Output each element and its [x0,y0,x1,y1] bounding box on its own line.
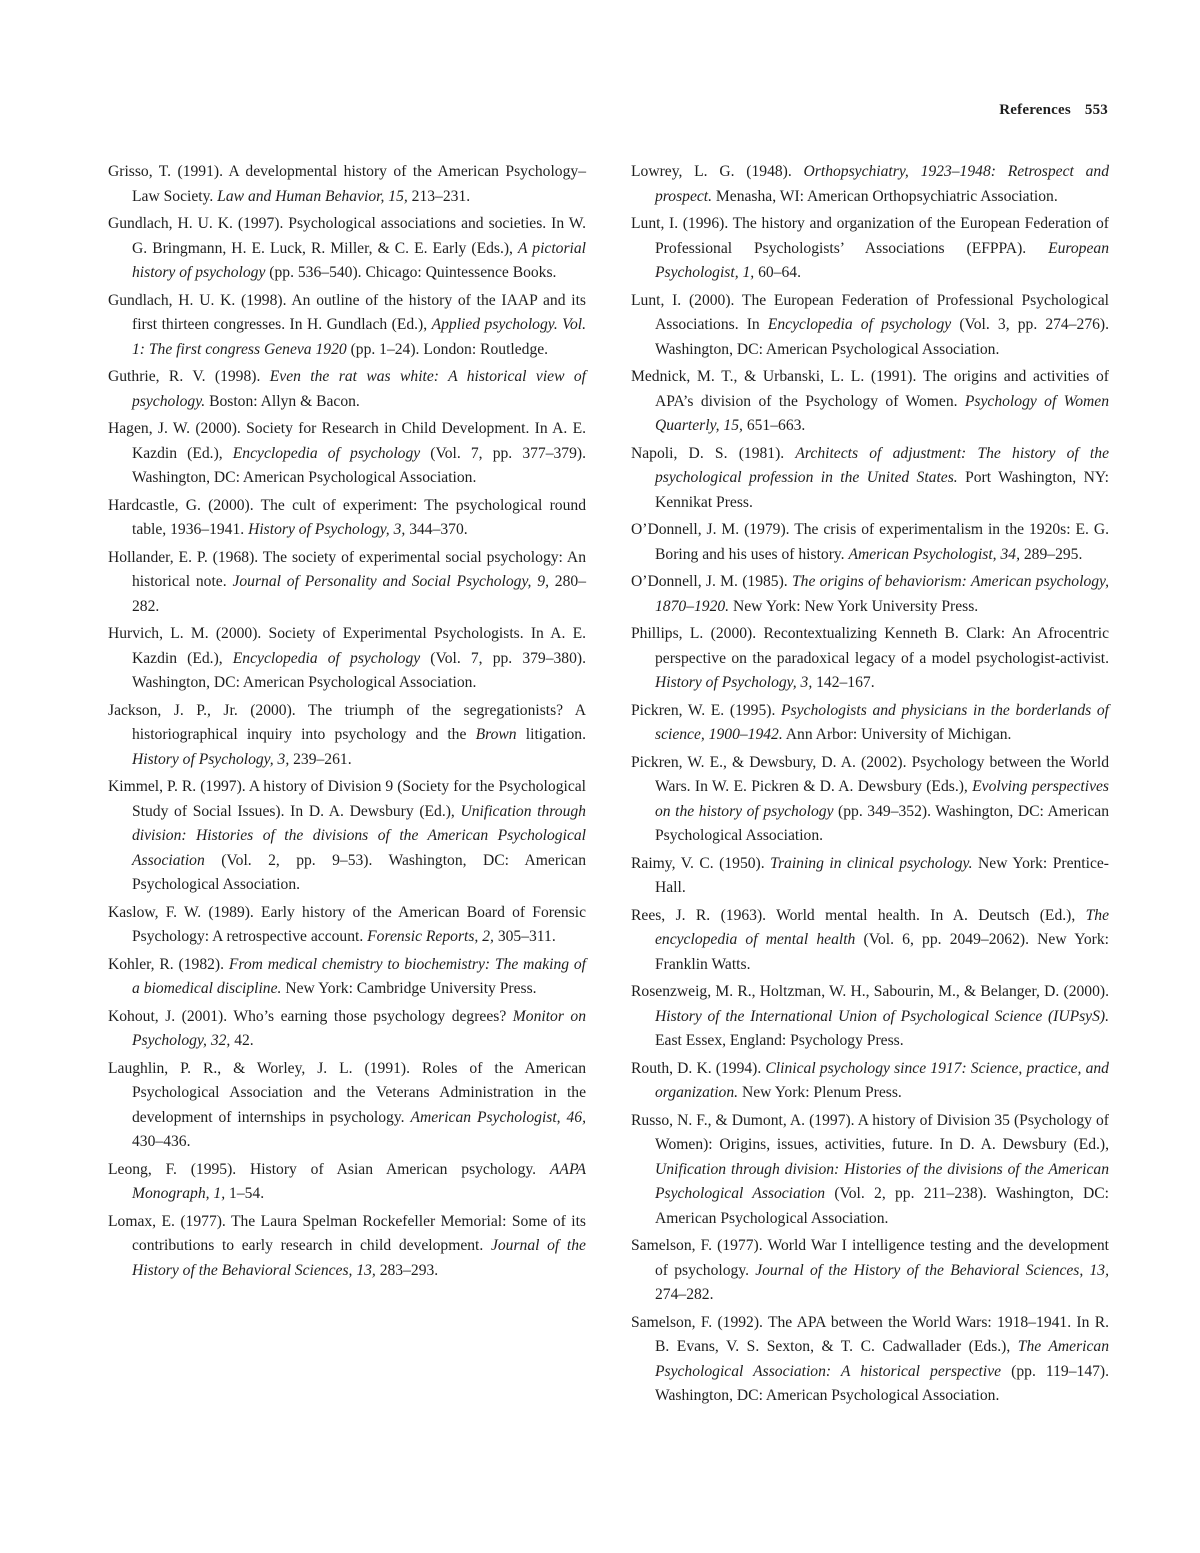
section-title: References [999,102,1071,118]
reference-italic: Law and Human Behavior, 15, [217,187,408,205]
reference-text: Phillips, L. (2000). Recontextualizing Kenneth B. Clark: An Afrocentric perspective on the paradoxical legacy of a model psychologist-activist. [631,625,1109,667]
right-column [631,160,1109,1412]
reference-text: New York: New York University Press. [729,597,979,615]
reference-text: Hagen, J. W. (2000). Society for Research in Child Development. In A. E. Kazdin (Ed.), [108,420,586,462]
reference-text: Gundlach, H. U. K. (1997). Psychological associations and societies. In W. G. Bringmann, H. E. Luck, R. Miller, & C. E. Early (Eds.), [108,215,586,257]
reference-text: Leong, F. (1995). History of Asian American psychology. [108,1160,550,1178]
reference-entry [108,212,586,286]
reference-entry [108,546,586,620]
reference-italic: The encyclopedia of mental health [655,906,1109,948]
reference-entry [108,775,586,898]
page-number: 553 [1084,102,1108,118]
reference-text: Kohout, J. (2001). Who’s earning those psychology degrees? [108,1007,513,1025]
reference-entry [108,1005,586,1054]
reference-entry [631,365,1109,439]
reference-text: Routh, D. K. (1994). [631,1059,766,1077]
reference-text: Pickren, W. E. (1995). [631,701,782,719]
reference-text: 274–282. [655,1286,714,1303]
reference-italic: Journal of the History of the Behavioral Sciences, 13, [755,1261,1109,1279]
reference-text: (pp. 1–24). London: Routledge. [346,340,549,358]
reference-entry [631,518,1109,567]
reference-entry [631,1311,1109,1409]
reference-text: Kimmel, P. R. (1997). A history of Division 9 (Society for the Psychological Study of Social Issues). In D. A. Dewsbury (Ed.), [108,778,586,820]
reference-entry [108,160,586,209]
reference-text: Mednick, M. T., & Urbanski, L. L. (1991). The origins and activities of APA’s division of the Psychology of Women. [631,368,1109,410]
left-column [108,160,586,1286]
reference-text: Raimy, V. C. (1950). [631,854,771,872]
reference-text: 1–54. [225,1185,265,1202]
reference-text: Guthrie, R. V. (1998). [108,368,270,385]
reference-entry [631,212,1109,286]
reference-text: 60–64. [754,264,801,281]
reference-entry [631,751,1109,849]
reference-text: Jackson, J. P., Jr. (2000). The triumph of the segregationists? A historiographical inquiry into psychology and the [108,701,586,743]
reference-text: Menasha, WI: American Orthopsychiatric Association. [712,187,1058,205]
reference-text: 430–436. [132,1133,191,1150]
reference-text: (Vol. 7, pp. 377–379). Washington, DC: American Psychological Association. [132,444,586,486]
reference-text: 344–370. [405,521,468,538]
reference-text: East Essex, England: Psychology Press. [655,1032,904,1049]
reference-entry [108,1158,586,1207]
reference-text: Samelson, F. (1977). World War I intelligence testing and the development of psychology. [631,1237,1109,1279]
reference-text: (Vol. 7, pp. 379–380). Washington, DC: American Psychological Association. [132,649,586,691]
reference-text: (Vol. 3, pp. 274–276). Washington, DC: American Psychological Association. [655,316,1109,358]
reference-entry [108,901,586,950]
reference-text: Kohler, R. (1982). [108,955,229,973]
reference-italic: Architects of adjustment: The history of the psychological profession in the United States. [655,444,1109,486]
reference-text: 280–282. [132,573,586,615]
reference-text: (Vol. 2, pp. 9–53). Washington, DC: American Psychological Association. [132,851,586,893]
reference-italic: Monitor on Psychology, 32, [132,1007,587,1049]
reference-text: O’Donnell, J. M. (1979). The crisis of experimentalism in the 1920s: E. G. Boring and his uses of history. [631,521,1109,563]
reference-text: Napoli, D. S. (1981). [631,444,796,462]
reference-text: 213–231. [407,187,471,205]
reference-italic: Training in clinical psychology. [770,854,973,872]
reference-italic: Encyclopedia of psychology [232,649,421,667]
reference-text: (pp. 349–352). Washington, DC: American Psychological Association. [655,802,1109,844]
reference-text: (pp. 536–540). Chicago: Quintessence Books. [265,264,557,281]
reference-entry [631,289,1109,363]
reference-italic: Unification through division: Histories of the divisions of the American Psychological Association [655,1160,1109,1202]
running-head [999,102,1108,119]
reference-entry [108,417,586,491]
reference-entry [108,494,586,543]
reference-italic: Even the rat was white: A historical view of psychology. [132,368,586,410]
reference-text: 142–167. [812,674,875,691]
reference-italic: European Psychologist, 1, [655,239,1109,281]
reference-text: (Vol. 2, pp. 211–238). Washington, DC: American Psychological Association. [655,1185,1109,1227]
reference-italic: Clinical psychology since 1917: Science, practice, and organization. [655,1059,1109,1101]
reference-text: 651–663. [742,417,806,434]
reference-text: New York: Cambridge University Press. [281,980,537,997]
reference-italic: Psychology of Women Quarterly, 15, [655,392,1110,434]
reference-entry [631,160,1109,209]
reference-italic: The American Psychological Association: A historical perspective [655,1338,1109,1380]
reference-entry [108,1210,586,1284]
reference-entry [631,1109,1109,1232]
reference-italic: History of the International Union of Psychological Science (IUPsyS). [655,1007,1109,1025]
reference-italic: American Psychologist, 46, [410,1108,586,1126]
reference-text: New York: Prentice-Hall. [655,854,1109,896]
reference-italic: AAPA Monograph, 1, [132,1160,586,1202]
reference-text: Samelson, F. (1992). The APA between the World Wars: 1918–1941. In R. B. Evans, V. S. Sexton, & T. C. Cadwallader (Eds.), [631,1313,1109,1355]
reference-entry [631,442,1109,516]
reference-entry [631,1234,1109,1308]
reference-italic: Psychologists and physicians in the borderlands of science, 1900–1942. [655,701,1109,743]
reference-italic: Forensic Reports, 2, [367,928,494,945]
reference-entry [108,365,586,414]
reference-italic: American Psychologist, 34, [848,545,1020,563]
reference-italic: History of Psychology, 3, [132,750,290,768]
reference-entry [631,980,1109,1054]
reference-entry [108,622,586,696]
reference-text: O’Donnell, J. M. (1985). [631,573,792,590]
reference-text: Port Washington, NY: Kennikat Press. [655,469,1109,511]
reference-text: New York: Plenum Press. [738,1084,902,1101]
reference-entry [631,570,1109,619]
reference-text: Hollander, E. P. (1968). The society of experimental social psychology: An historical note. [108,548,586,590]
reference-text: Hurvich, L. M. (2000). Society of Experimental Psychologists. In A. E. Kazdin (Ed.), [108,625,586,667]
reference-italic: Evolving perspectives on the history of psychology [655,778,1109,820]
reference-text: 42. [230,1032,254,1049]
reference-italic: Journal of Personality and Social Psychology, 9, [232,573,549,590]
reference-text: Boston: Allyn & Bacon. [205,392,360,410]
reference-entry [108,289,586,363]
reference-entry [108,699,586,773]
reference-text: (Vol. 6, pp. 2049–2062). New York: Franklin Watts. [655,931,1110,973]
reference-text: Russo, N. F., & Dumont, A. (1997). A history of Division 35 (Psychology of Women): Origins, issues, activities, future. In D. A. Dewsbury (Ed.), [631,1111,1109,1153]
reference-text: Laughlin, P. R., & Worley, J. L. (1991). Roles of the American Psychological Association and the Veterans Administration in the development of internships in psychology. [108,1059,586,1126]
reference-text: Grisso, T. (1991). A developmental history of the American Psychology–Law Society. [108,163,586,205]
reference-text: Hardcastle, G. (2000). The cult of experiment: The psychological round table, 1936–1941. [108,496,586,538]
reference-text: Rosenzweig, M. R., Holtzman, W. H., Sabourin, M., & Belanger, D. (2000). [631,983,1109,1000]
reference-italic: Encyclopedia of psychology [767,316,952,333]
reference-text: Ann Arbor: University of Michigan. [782,726,1012,743]
reference-text: Lunt, I. (2000). The European Federation of Professional Psychological Associations. In [631,291,1109,333]
reference-italic: Brown [475,726,517,743]
reference-text: (pp. 119–147). Washington, DC: American Psychological Association. [655,1362,1110,1404]
reference-entry [631,1057,1109,1106]
reference-entry [631,622,1109,696]
reference-text: 283–293. [375,1261,439,1279]
reference-text: litigation. [516,726,586,743]
reference-italic: From medical chemistry to biochemistry: The making of a biomedical discipline. [132,955,586,997]
reference-italic: Unification through division: Histories of the divisions of the American Psychological Association [132,802,586,869]
reference-text: Gundlach, H. U. K. (1998). An outline of the history of the IAAP and its first thirteen congresses. In H. Gundlach (Ed.), [108,291,586,333]
reference-italic: Encyclopedia of psychology [232,444,421,462]
reference-italic: Journal of the History of the Behavioral Sciences, 13, [132,1237,586,1279]
reference-italic: A pictorial history of psychology [132,239,586,281]
reference-entry [631,699,1109,748]
reference-entry [631,852,1109,901]
reference-text: Rees, J. R. (1963). World mental health. In A. Deutsch (Ed.), [631,906,1086,924]
reference-text: 239–261. [289,750,352,768]
reference-italic: Applied psychology. Vol. 1: The first congress Geneva 1920 [132,316,586,358]
reference-text: 289–295. [1019,545,1083,563]
reference-text: Pickren, W. E., & Dewsbury, D. A. (2002). Psychology between the World Wars. In W. E. Pickren & D. A. Dewsbury (Eds.), [631,753,1109,795]
reference-italic: History of Psychology, 3, [248,521,406,538]
reference-text: 305–311. [493,928,556,945]
reference-text: Lunt, I. (1996). The history and organization of the European Federation of Professional Psychologists’ Associations (EFPPA). [631,215,1109,257]
reference-entry [108,953,586,1002]
reference-entry [108,1057,586,1155]
reference-text: Kaslow, F. W. (1989). Early history of the American Board of Forensic Psychology: A retrospective account. [108,903,586,945]
reference-italic: History of Psychology, 3, [655,674,813,691]
reference-italic: The origins of behaviorism: American psychology, 1870–1920. [655,573,1109,615]
reference-entry [631,904,1109,978]
reference-text: Lowrey, L. G. (1948). [631,163,804,180]
reference-italic: Orthopsychiatry, 1923–1948: Retrospect and prospect. [655,163,1109,205]
reference-text: Lomax, E. (1977). The Laura Spelman Rockefeller Memorial: Some of its contributions to early research in child development. [108,1212,586,1254]
